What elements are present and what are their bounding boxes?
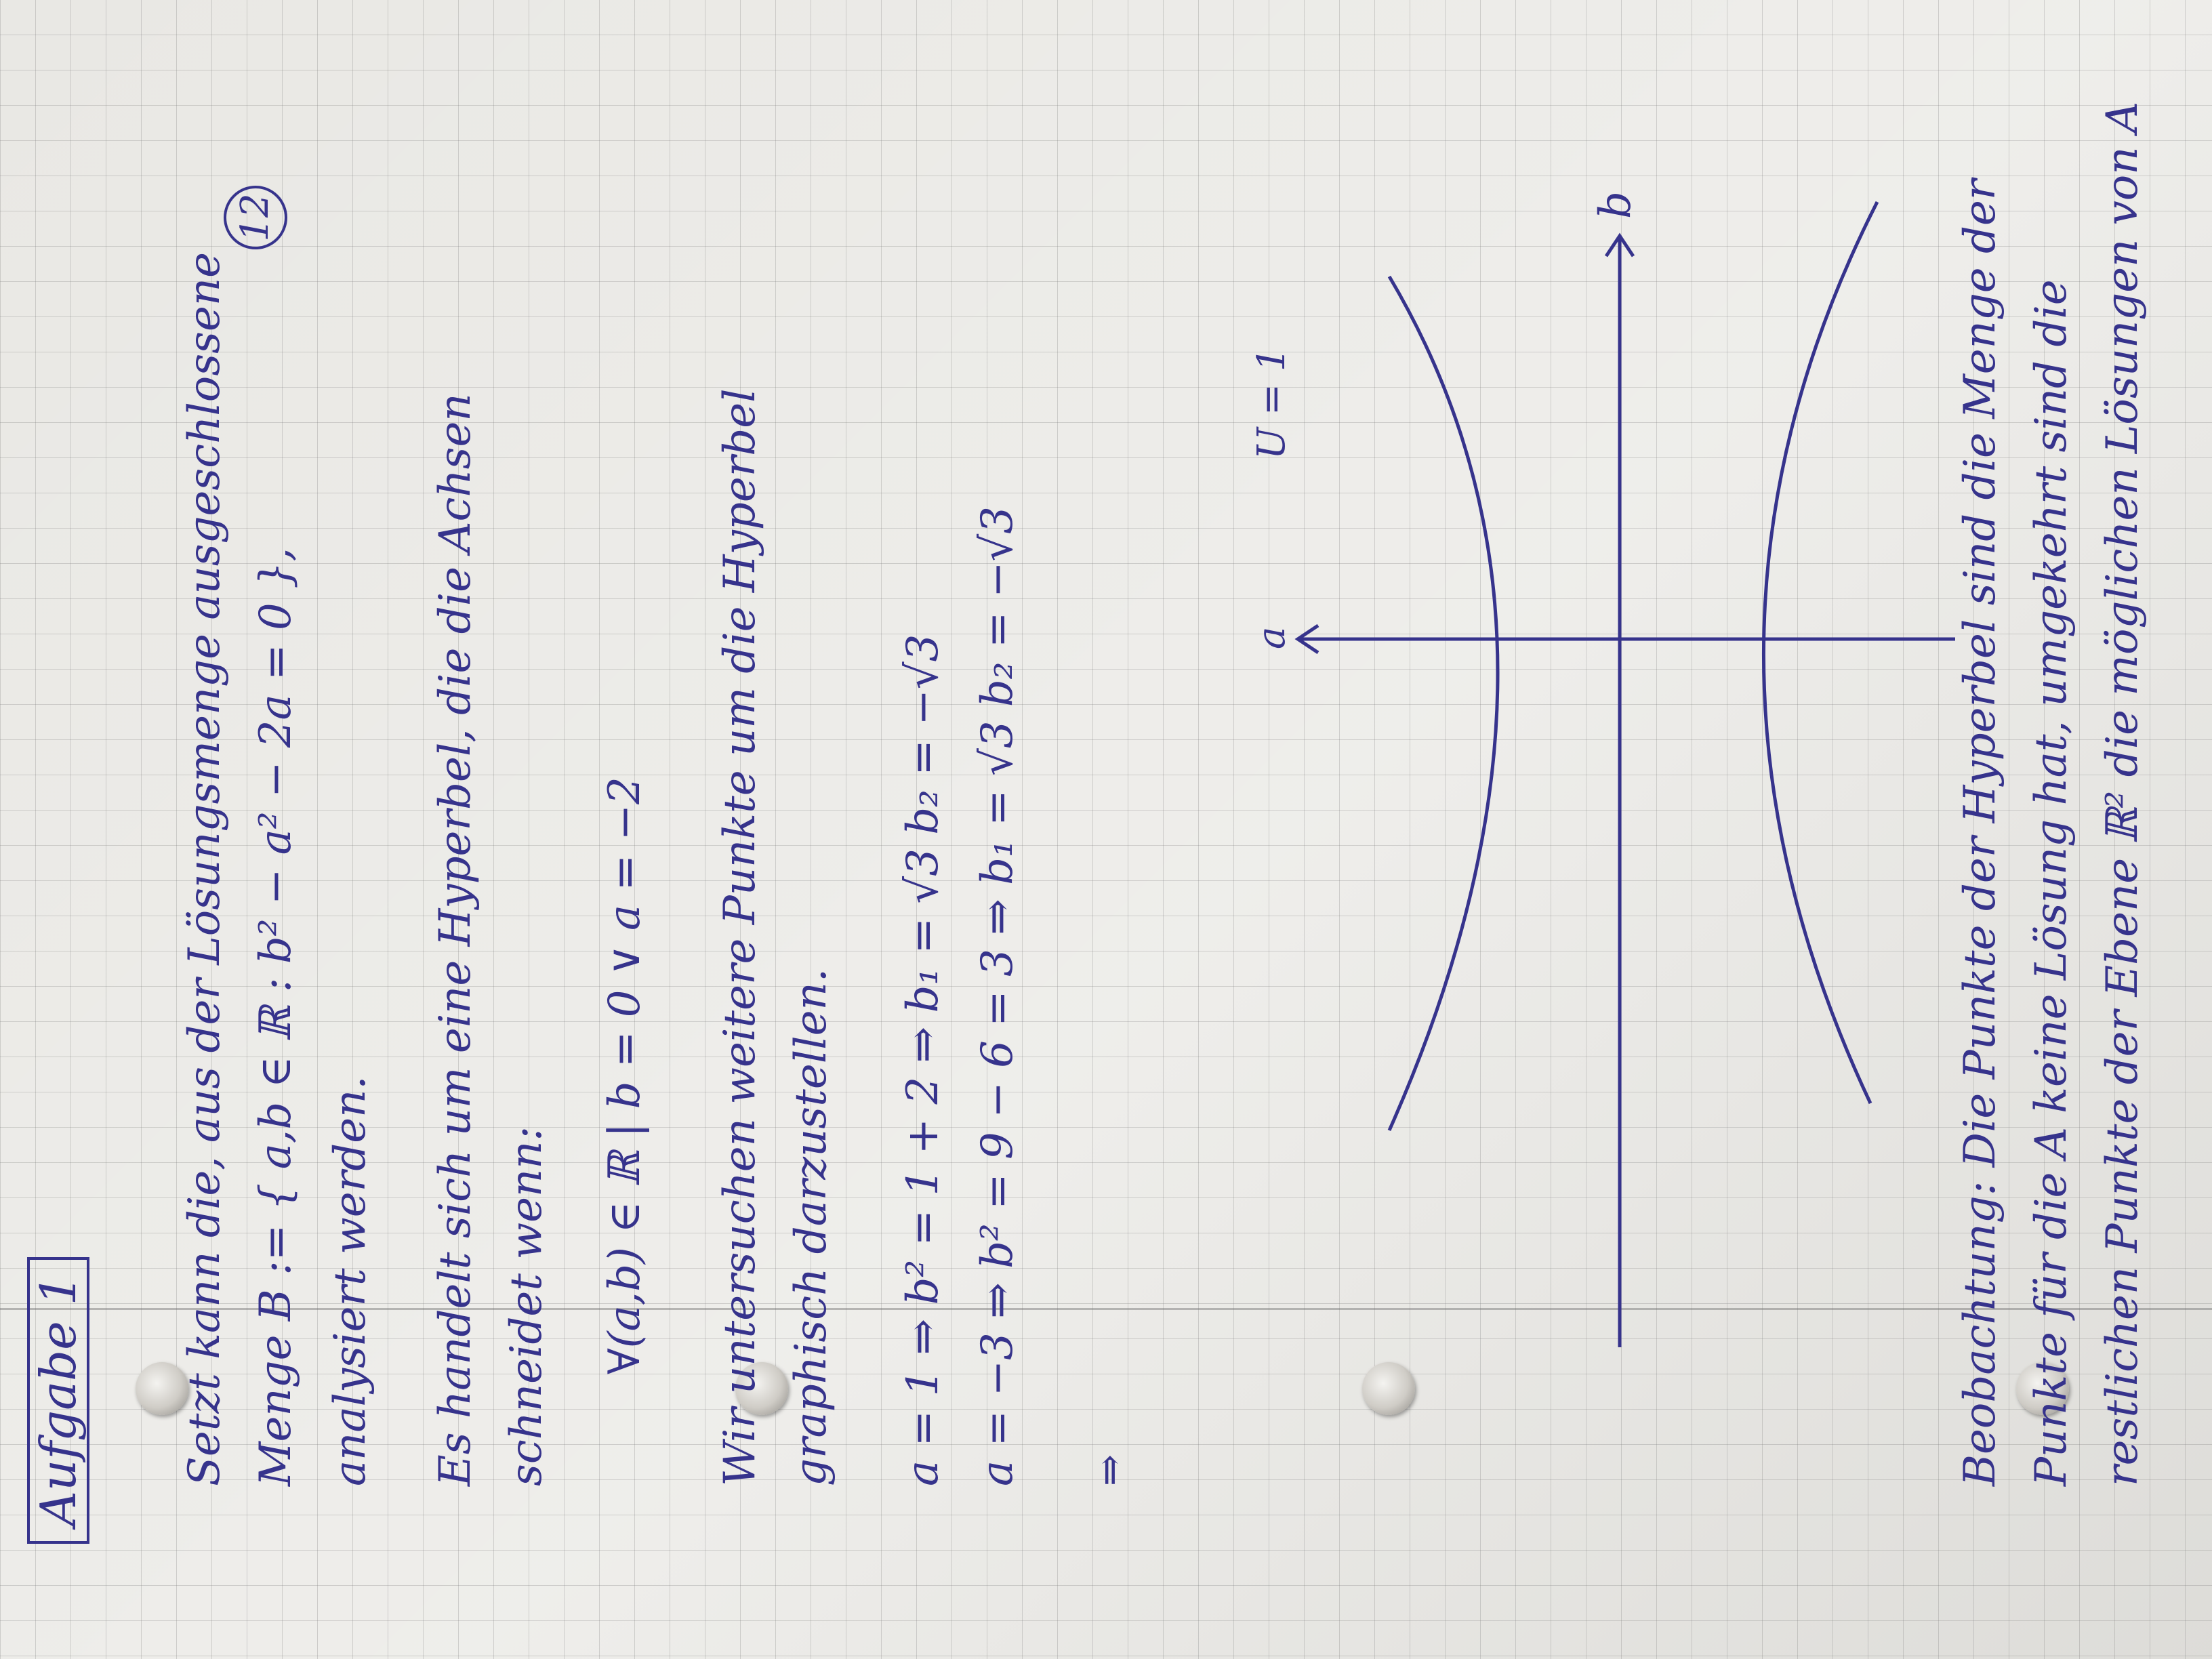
hyperbola-line-1: Es handelt sich um eine Hyperbel, die die Achsen xyxy=(430,393,480,1486)
calculation-1: a = 1 ⇒ b² = 1 + 2 ⇒ b₁ = √3 b₂ = −√3 xyxy=(898,634,948,1486)
page-number: 12 xyxy=(224,186,287,249)
implication-arrow: ⇒ xyxy=(1088,1454,1132,1486)
condition-formula: ∀(a,b) ∈ ℝ | b = 0 ∨ a = −2 xyxy=(600,777,650,1374)
observation-line-3: restlichen Punkte der Ebene ℝ² die möglichen Lösungen von A xyxy=(2097,101,2148,1486)
intro-line-3: analysiert werden. xyxy=(325,1076,375,1486)
investigation-line-2: graphisch darzustellen. xyxy=(786,968,836,1486)
investigation-line-1: Wir untersuchen weitere Punkte um die Hyperbel xyxy=(715,388,765,1486)
hyperbola-line-2: schneidet wenn: xyxy=(501,1126,552,1486)
unit-label: U = 1 xyxy=(1250,347,1294,459)
b-axis-label: b xyxy=(1591,191,1641,219)
intro-line-2: Menge B := { a,b ∈ ℝ : b² − a² − 2a = 0 }, xyxy=(251,547,301,1486)
hyperbola-branch-right xyxy=(1389,276,1498,1130)
intro-line-1: Setzt kann die, aus der Lösungsmenge ausgeschlossene xyxy=(180,252,230,1486)
hyperbola-branch-left xyxy=(1763,202,1877,1103)
calculation-2: a = −3 ⇒ b² = 9 − 6 = 3 ⇒ b₁ = √3 b₂ = −√3 xyxy=(972,506,1023,1486)
observation-line-2: Punkte für die A keine Lösung hat, umgekehrt sind die xyxy=(2026,279,2076,1486)
observation-line-1: Beobachtung: Die Punkte der Hyperbel sind die Menge der xyxy=(1955,179,2005,1486)
title-box: Aufgabe 1 xyxy=(27,1257,89,1544)
a-axis-label: a xyxy=(1250,626,1294,649)
